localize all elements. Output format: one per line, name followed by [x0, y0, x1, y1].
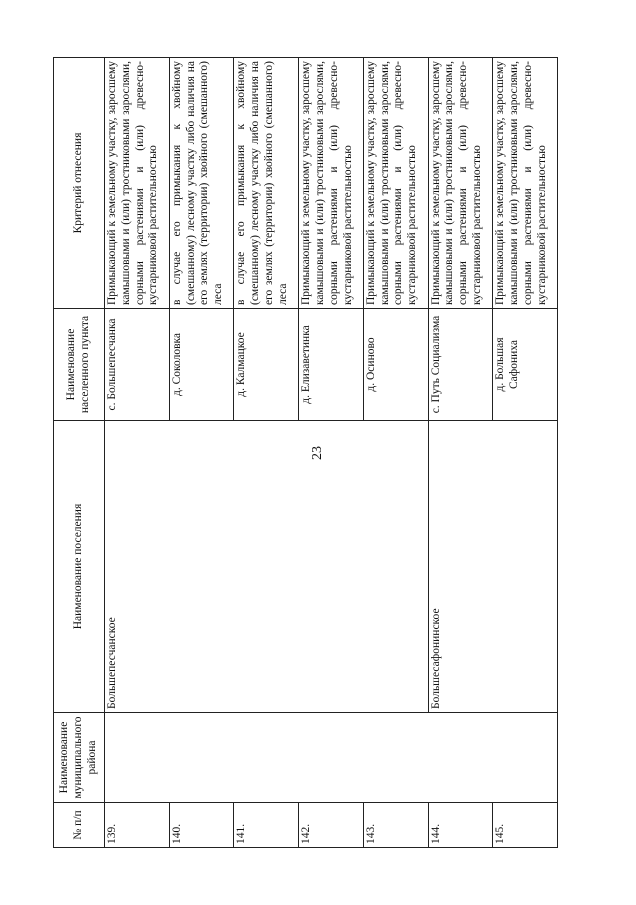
- criterion-cell: Примыкающий к земельному участку, заросшему камышовыми и (или) тростниковыми зарослями, сорными растениями и (или) древесно-кустарниковой растительностью: [363, 58, 428, 309]
- locality-cell: д. Елизаветинка: [299, 309, 364, 421]
- row-number: 140.: [169, 803, 234, 848]
- row-number: 142.: [299, 803, 364, 848]
- locality-cell: д. Калмацкое: [234, 309, 299, 421]
- locality-cell: д. Соколовка: [169, 309, 234, 421]
- locality-cell: с. Путь Социализма: [428, 309, 493, 421]
- page-number: 23: [310, 446, 325, 460]
- criterion-cell: Примыкающий к земельному участку, заросшему камышовыми и (или) тростниковыми зарослями, сорными растениями и (или) древесно-кустарниковой растительностью: [105, 58, 170, 309]
- row-number: 139.: [105, 803, 170, 848]
- locality-cell: с. Большепесчанка: [105, 309, 170, 421]
- row-number: 143.: [363, 803, 428, 848]
- criterion-cell: в случае его примыкания к хвойному (смешанному) лесному участку либо наличия на его землях (территории) хвойного (смешанного) леса: [234, 58, 299, 309]
- header-locality: Наименование населенного пункта: [54, 309, 105, 421]
- table-header-row: [54, 58, 105, 848]
- header-num: № п/п: [54, 803, 105, 848]
- table-row: [105, 58, 170, 848]
- settlements-table: [53, 57, 558, 848]
- locality-cell: д. Осиново: [363, 309, 428, 421]
- criterion-cell: в случае его примыкания к хвойному (смешанному) лесному участку либо наличия на его землях (территории) хвойного (смешанного) леса: [169, 58, 234, 309]
- district-cell: [105, 713, 558, 803]
- criterion-cell: Примыкающий к земельному участку, заросшему камышовыми и (или) тростниковыми зарослями, сорными растениями и (или) древесно-кустарниковой растительностью: [299, 58, 364, 309]
- header-district: Наименование муниципального района: [54, 713, 105, 803]
- row-number: 144.: [428, 803, 493, 848]
- rotated-table-container: [53, 58, 558, 848]
- settlement-cell: Большесафонинское: [428, 421, 557, 713]
- header-settlement: Наименование поселения: [54, 421, 105, 713]
- header-criterion: Критерий отнесения: [54, 58, 105, 309]
- row-number: 141.: [234, 803, 299, 848]
- criterion-cell: Примыкающий к земельному участку, заросшему камышовыми и (или) тростниковыми зарослями, сорными растениями и (или) древесно-кустарниковой растительностью: [493, 58, 558, 309]
- locality-cell: д. Большая Сафониха: [493, 309, 558, 421]
- criterion-cell: Примыкающий к земельному участку, заросшему камышовыми и (или) тростниковыми зарослями, сорными растениями и (или) древесно-кустарниковой растительностью: [428, 58, 493, 309]
- settlement-cell: Большепесчанское: [105, 421, 429, 713]
- row-number: 145.: [493, 803, 558, 848]
